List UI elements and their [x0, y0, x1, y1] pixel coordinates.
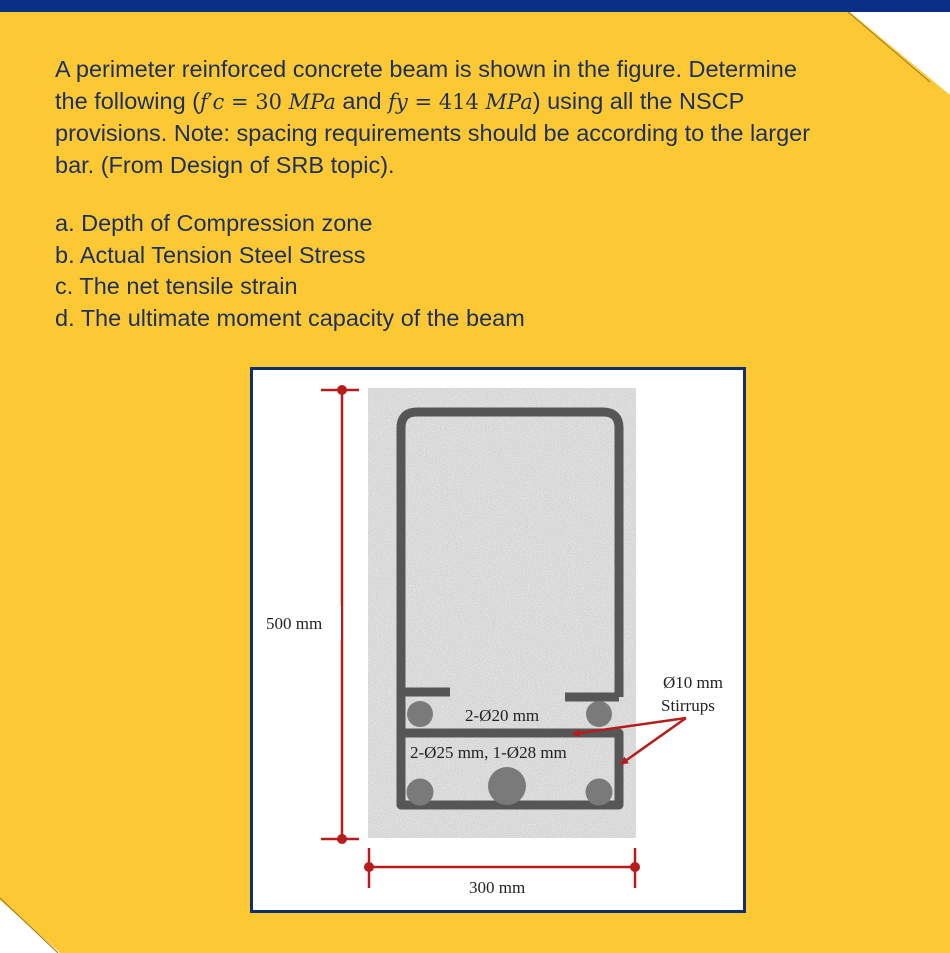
beam-figure	[250, 367, 746, 913]
width-label: 300 mm	[469, 878, 526, 897]
beam-cross-section-diagram	[253, 370, 743, 910]
problem-line-4: bar. (From Design of SRB topic).	[55, 151, 395, 178]
height-label: 500 mm	[266, 614, 323, 633]
fy-value: = 414	[407, 89, 486, 114]
problem-line-2-end: ) using all the NSCP	[532, 87, 745, 114]
fy-symbol: fy	[388, 89, 408, 114]
bar-25mm-right	[586, 779, 613, 806]
and-text: and	[335, 87, 389, 114]
problem-line-3: provisions. Note: spacing requirements should be according to the larger	[55, 120, 811, 146]
question-item-d: d. The ultimate moment capacity of the beam	[55, 304, 525, 331]
bar-20mm-right	[586, 701, 612, 727]
fc-symbol: f′c	[200, 89, 225, 114]
stirrup-label-text: Stirrups	[661, 696, 715, 715]
lower-bars-label: 2-Ø25 mm, 1-Ø28 mm	[410, 743, 567, 762]
problem-line-1: A perimeter reinforced concrete beam is shown in the figure. Determine	[55, 56, 797, 82]
bar-25mm-left	[407, 779, 434, 806]
question-item-c: c. The net tensile strain	[55, 273, 298, 299]
question-item-b: b. Actual Tension Steel Stress	[55, 241, 366, 268]
problem-line-2-start: the following (	[55, 87, 200, 114]
problem-line-2	[55, 86, 915, 119]
upper-bars-label: 2-Ø20 mm	[465, 706, 540, 725]
problem-statement	[55, 54, 915, 181]
fy-unit: MPa	[485, 89, 533, 114]
fc-value: = 30	[224, 89, 289, 114]
bar-28mm-center	[488, 767, 526, 805]
bar-20mm-left	[407, 701, 433, 727]
stirrup-label-size: Ø10 mm	[663, 673, 723, 692]
question-item-a: a. Depth of Compression zone	[55, 210, 373, 236]
fc-unit: MPa	[288, 89, 336, 114]
question-list	[55, 208, 525, 334]
